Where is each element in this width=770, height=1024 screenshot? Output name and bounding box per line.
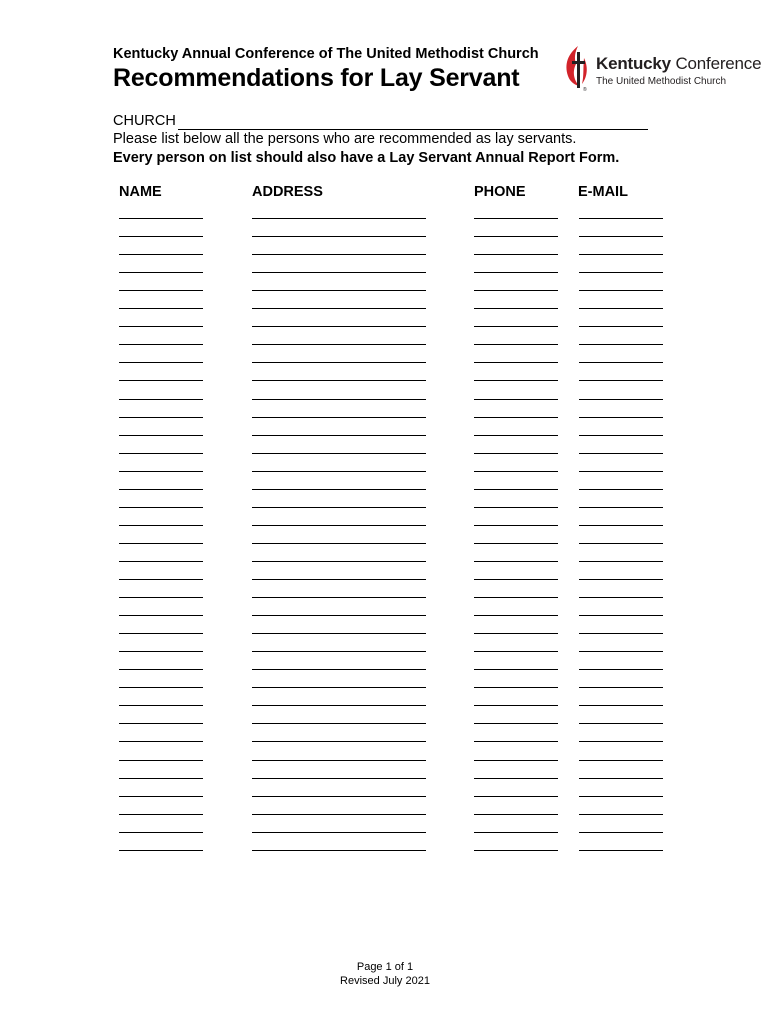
email-blank[interactable] [579, 525, 663, 526]
phone-blank[interactable] [474, 579, 558, 580]
phone-blank[interactable] [474, 525, 558, 526]
phone-blank[interactable] [474, 597, 558, 598]
address-blank[interactable] [252, 308, 426, 309]
email-blank[interactable] [579, 399, 663, 400]
phone-blank[interactable] [474, 850, 558, 851]
name-blank[interactable] [119, 814, 203, 815]
address-blank[interactable] [252, 723, 426, 724]
address-blank[interactable] [252, 651, 426, 652]
email-blank[interactable] [579, 814, 663, 815]
name-blank[interactable] [119, 633, 203, 634]
church-label: CHURCH [113, 113, 176, 129]
column-header-name: NAME [119, 184, 162, 200]
email-blank[interactable] [579, 651, 663, 652]
email-blank[interactable] [579, 453, 663, 454]
address-blank[interactable] [252, 850, 426, 851]
name-blank[interactable] [119, 723, 203, 724]
address-blank[interactable] [252, 362, 426, 363]
email-blank[interactable] [579, 308, 663, 309]
name-blank[interactable] [119, 290, 203, 291]
email-blank[interactable] [579, 435, 663, 436]
name-blank[interactable] [119, 417, 203, 418]
email-blank[interactable] [579, 417, 663, 418]
phone-blank[interactable] [474, 741, 558, 742]
logo-name-bold: Kentucky [596, 54, 671, 73]
email-blank[interactable] [579, 597, 663, 598]
name-blank[interactable] [119, 579, 203, 580]
email-blank[interactable] [579, 741, 663, 742]
email-blank[interactable] [579, 290, 663, 291]
address-blank[interactable] [252, 489, 426, 490]
address-blank[interactable] [252, 687, 426, 688]
email-blank[interactable] [579, 723, 663, 724]
phone-blank[interactable] [474, 362, 558, 363]
name-blank[interactable] [119, 778, 203, 779]
name-blank[interactable] [119, 525, 203, 526]
phone-blank[interactable] [474, 669, 558, 670]
address-blank[interactable] [252, 796, 426, 797]
address-blank[interactable] [252, 380, 426, 381]
phone-blank[interactable] [474, 778, 558, 779]
column-header-phone: PHONE [474, 184, 526, 200]
column-header-address: ADDRESS [252, 184, 323, 200]
email-blank[interactable] [579, 218, 663, 219]
name-blank[interactable] [119, 687, 203, 688]
name-blank[interactable] [119, 741, 203, 742]
phone-blank[interactable] [474, 399, 558, 400]
address-blank[interactable] [252, 326, 426, 327]
name-blank[interactable] [119, 471, 203, 472]
logo-name-rest: Conference [670, 54, 762, 73]
name-blank[interactable] [119, 326, 203, 327]
phone-blank[interactable] [474, 723, 558, 724]
address-blank[interactable] [252, 741, 426, 742]
phone-blank[interactable] [474, 633, 558, 634]
email-blank[interactable] [579, 254, 663, 255]
email-blank[interactable] [579, 633, 663, 634]
name-blank[interactable] [119, 399, 203, 400]
phone-blank[interactable] [474, 796, 558, 797]
email-blank[interactable] [579, 380, 663, 381]
email-blank[interactable] [579, 615, 663, 616]
phone-blank[interactable] [474, 760, 558, 761]
phone-blank[interactable] [474, 543, 558, 544]
name-blank[interactable] [119, 344, 203, 345]
address-blank[interactable] [252, 633, 426, 634]
phone-blank[interactable] [474, 236, 558, 237]
email-blank[interactable] [579, 832, 663, 833]
address-blank[interactable] [252, 705, 426, 706]
note-text: Every person on list should also have a Lay Servant Annual Report Form. [113, 150, 620, 166]
name-blank[interactable] [119, 453, 203, 454]
phone-blank[interactable] [474, 832, 558, 833]
email-blank[interactable] [579, 362, 663, 363]
phone-blank[interactable] [474, 308, 558, 309]
address-blank[interactable] [252, 778, 426, 779]
phone-blank[interactable] [474, 272, 558, 273]
email-blank[interactable] [579, 796, 663, 797]
name-blank[interactable] [119, 435, 203, 436]
column-header-email: E-MAIL [578, 184, 628, 200]
page-number: Page 1 of 1 [356, 961, 414, 973]
email-blank[interactable] [579, 471, 663, 472]
logo-subtitle: The United Methodist Church [596, 76, 727, 87]
phone-blank[interactable] [474, 489, 558, 490]
name-blank[interactable] [119, 832, 203, 833]
address-blank[interactable] [252, 471, 426, 472]
phone-blank[interactable] [474, 453, 558, 454]
name-blank[interactable] [119, 362, 203, 363]
address-blank[interactable] [252, 272, 426, 273]
name-blank[interactable] [119, 850, 203, 851]
name-blank[interactable] [119, 760, 203, 761]
phone-blank[interactable] [474, 615, 558, 616]
address-blank[interactable] [252, 290, 426, 291]
name-blank[interactable] [119, 651, 203, 652]
phone-blank[interactable] [474, 380, 558, 381]
address-blank[interactable] [252, 417, 426, 418]
address-blank[interactable] [252, 435, 426, 436]
name-blank[interactable] [119, 543, 203, 544]
name-blank[interactable] [119, 218, 203, 219]
email-blank[interactable] [579, 850, 663, 851]
phone-blank[interactable] [474, 290, 558, 291]
phone-blank[interactable] [474, 705, 558, 706]
name-blank[interactable] [119, 380, 203, 381]
name-blank[interactable] [119, 308, 203, 309]
address-blank[interactable] [252, 814, 426, 815]
name-blank[interactable] [119, 272, 203, 273]
email-blank[interactable] [579, 778, 663, 779]
address-blank[interactable] [252, 760, 426, 761]
address-blank[interactable] [252, 453, 426, 454]
name-blank[interactable] [119, 236, 203, 237]
email-blank[interactable] [579, 326, 663, 327]
email-blank[interactable] [579, 579, 663, 580]
email-blank[interactable] [579, 669, 663, 670]
address-blank[interactable] [252, 597, 426, 598]
phone-blank[interactable] [474, 814, 558, 815]
name-blank[interactable] [119, 669, 203, 670]
address-blank[interactable] [252, 218, 426, 219]
phone-blank[interactable] [474, 417, 558, 418]
email-blank[interactable] [579, 236, 663, 237]
phone-blank[interactable] [474, 344, 558, 345]
address-blank[interactable] [252, 525, 426, 526]
phone-blank[interactable] [474, 687, 558, 688]
phone-blank[interactable] [474, 326, 558, 327]
organization-name: Kentucky Annual Conference of The United Methodist Church [113, 46, 539, 62]
email-blank[interactable] [579, 489, 663, 490]
email-blank[interactable] [579, 543, 663, 544]
name-blank[interactable] [119, 254, 203, 255]
name-blank[interactable] [119, 489, 203, 490]
email-blank[interactable] [579, 507, 663, 508]
phone-blank[interactable] [474, 254, 558, 255]
address-blank[interactable] [252, 561, 426, 562]
instruction-text: Please list below all the persons who are recommended as lay servants. [113, 131, 577, 147]
form-title: Recommendations for Lay Servant [113, 64, 520, 92]
address-blank[interactable] [252, 615, 426, 616]
email-blank[interactable] [579, 561, 663, 562]
phone-blank[interactable] [474, 561, 558, 562]
address-blank[interactable] [252, 399, 426, 400]
address-blank[interactable] [252, 669, 426, 670]
address-blank[interactable] [252, 579, 426, 580]
name-blank[interactable] [119, 561, 203, 562]
phone-blank[interactable] [474, 471, 558, 472]
phone-blank[interactable] [474, 435, 558, 436]
address-blank[interactable] [252, 344, 426, 345]
name-blank[interactable] [119, 597, 203, 598]
phone-blank[interactable] [474, 507, 558, 508]
phone-blank[interactable] [474, 218, 558, 219]
revision-date: Revised July 2021 [340, 975, 430, 987]
name-blank[interactable] [119, 507, 203, 508]
name-blank[interactable] [119, 796, 203, 797]
address-blank[interactable] [252, 254, 426, 255]
email-blank[interactable] [579, 687, 663, 688]
email-blank[interactable] [579, 272, 663, 273]
name-blank[interactable] [119, 705, 203, 706]
address-blank[interactable] [252, 543, 426, 544]
phone-blank[interactable] [474, 651, 558, 652]
address-blank[interactable] [252, 507, 426, 508]
address-blank[interactable] [252, 236, 426, 237]
email-blank[interactable] [579, 344, 663, 345]
registered-mark: ® [583, 87, 587, 92]
address-blank[interactable] [252, 832, 426, 833]
email-blank[interactable] [579, 705, 663, 706]
name-blank[interactable] [119, 615, 203, 616]
email-blank[interactable] [579, 760, 663, 761]
